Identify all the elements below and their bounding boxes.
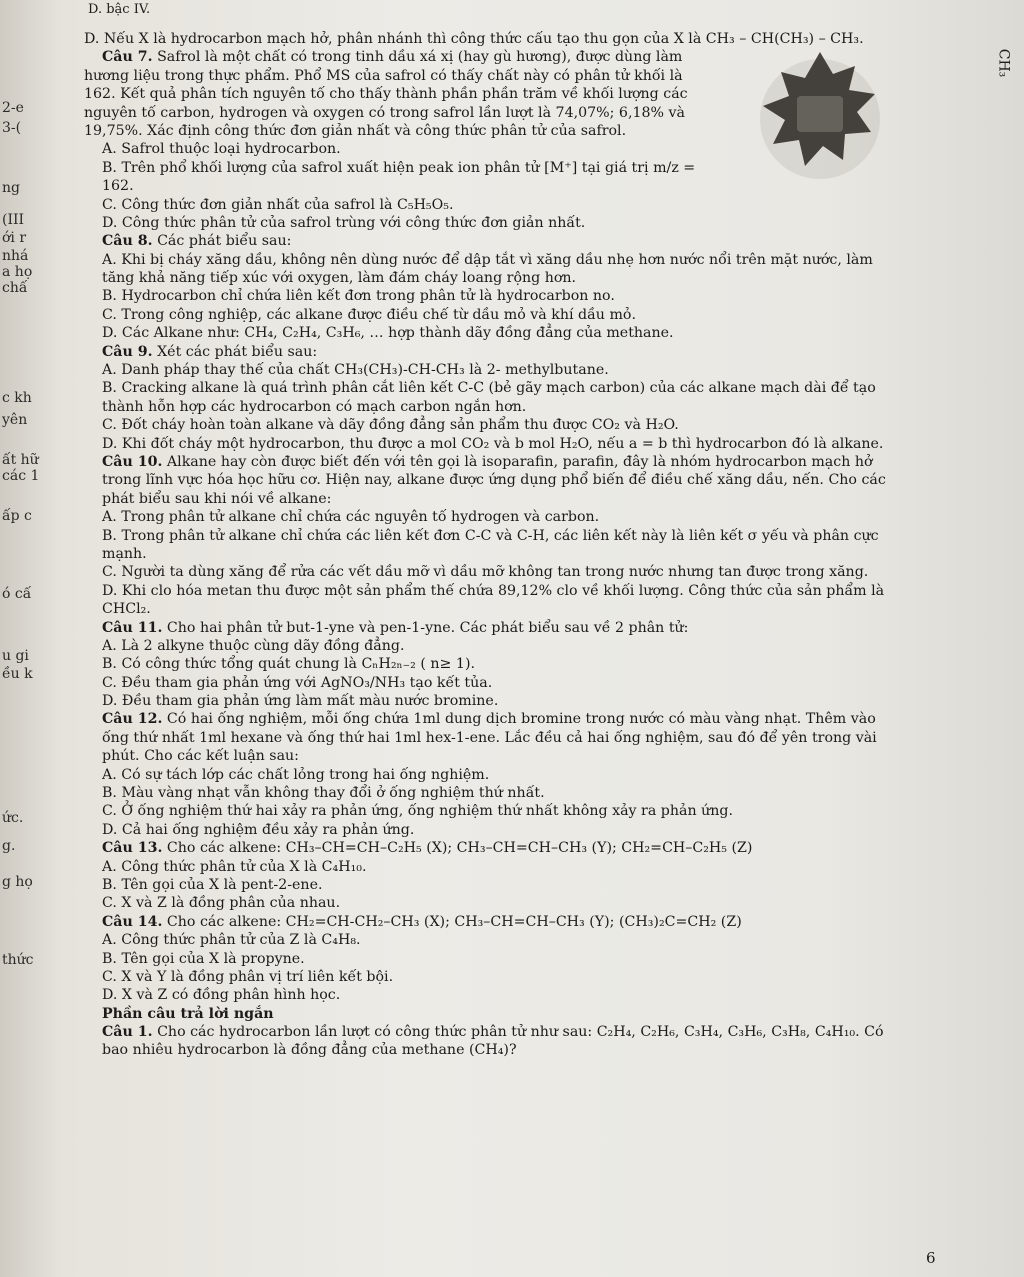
- question-number: Câu 10.: [102, 453, 163, 470]
- page-number: 6: [926, 1249, 936, 1267]
- text-line: nguyên tố carbon, hydrogen và oxygen có trong safrol lần lượt là 74,07%; 6,18% và: [84, 104, 685, 121]
- text-line: Câu 1. Cho các hydrocarbon lần lượt có công thức phân tử như sau: C₂H₄, C₂H₆, C₃H₄, C₃H₆, C₃H₈, C₄H₁₀. Có: [102, 1024, 884, 1041]
- text-line: [84, 1097, 924, 1115]
- text-line: A. Danh pháp thay thế của chất CH₃(CH₃)-CH-CH₃ là 2- methylbutane.: [102, 362, 609, 379]
- text-line: C. Ở ống nghiệm thứ hai xảy ra phản ứng, ống nghiệm thứ nhất không xảy ra phản ứng.: [102, 803, 733, 820]
- text-line: A. Là 2 alkyne thuộc cùng dãy đồng đẳng.: [102, 637, 405, 654]
- question-number: Câu 1.: [102, 1024, 153, 1041]
- text-line: A. Có sự tách lớp các chất lỏng trong hai ống nghiệm.: [102, 766, 490, 783]
- text-line: 162. Kết quả phân tích nguyên tố cho thấy thành phần phần trăm về khối lượng các: [84, 86, 688, 103]
- text-line: Câu 13. Cho các alkene: CH₃–CH=CH–C₂H₅ (X); CH₃–CH=CH–CH₃ (Y); CH₂=CH–C₂H₅ (Z): [102, 840, 753, 857]
- text-line: C. Đều tham gia phản ứng với AgNO₃/NH₃ tạo kết tủa.: [102, 674, 493, 691]
- text-line: [84, 1005, 924, 1023]
- text-line: trong lĩnh vực hóa học hữu cơ. Hiện nay, alkane được ứng dụng phổ biến để điều chế xăng dầu, nến. Cho các: [102, 472, 886, 489]
- text-line: D. Khi đốt cháy một hydrocarbon, thu được a mol CO₂ và b mol H₂O, nếu a = b thì hydrocarbon đó là alkane.: [102, 435, 884, 452]
- document-body: [84, 30, 924, 1207]
- text-line: D. Công thức phân tử của safrol trùng với công thức đơn giản nhất.: [102, 214, 586, 231]
- text-line: thành hỗn hợp các hydrocarbon có mạch carbon ngắn hơn.: [102, 398, 527, 415]
- text-line: C. Đốt cháy hoàn toàn alkane và dãy đồng đẳng sản phẩm thu được CO₂ và H₂O.: [102, 417, 679, 434]
- text-line: B. Hydrocarbon chỉ chứa liên kết đơn trong phân tử là hydrocarbon no.: [102, 288, 615, 305]
- text-line: phút. Cho các kết luận sau:: [102, 748, 299, 765]
- text-line: Câu 14. Cho các alkene: CH₂=CH-CH₂–CH₃ (X); CH₃–CH=CH–CH₃ (Y); (CH₃)₂C=CH₂ (Z): [102, 913, 742, 930]
- text-line: ống thứ nhất 1ml hexane và ống thứ hai 1ml hex-1-ene. Lắc đều cả hai ống nghiệm, sau đó để yên trong vài: [102, 729, 877, 746]
- text-line: C. Người ta dùng xăng để rửa các vết dầu mỡ vì dầu mỡ không tan trong nước nhưng tan được trong xăng.: [102, 564, 869, 581]
- question-number: Câu 8.: [102, 233, 153, 250]
- question-number: Câu 9.: [102, 343, 153, 360]
- text-line: [84, 1189, 924, 1207]
- text-line: D. Cả hai ống nghiệm đều xảy ra phản ứng.: [102, 821, 415, 838]
- question-number: Câu 13.: [102, 840, 163, 857]
- text-line: hương liệu trong thực phẩm. Phổ MS của safrol có thấy chất này có phân tử khối là: [84, 67, 683, 84]
- top-cut-text: D. bậc IV.: [88, 2, 151, 17]
- question-number: Câu 11.: [102, 619, 163, 636]
- text-line: B. Trên phổ khối lượng của safrol xuất hiện peak ion phân tử [M⁺] tại giá trị m/z =: [102, 159, 696, 176]
- text-line: 162.: [102, 178, 134, 195]
- text-line: [84, 1078, 924, 1096]
- text-line: B. Trong phân tử alkane chỉ chứa các liên kết đơn C-C và C-H, các liên kết này là liên kết σ yếu và phân cực: [102, 527, 879, 544]
- text-line: [84, 1060, 924, 1078]
- text-line: tăng khả năng tiếp xúc với oxygen, làm đám cháy loang rộng hơn.: [102, 270, 577, 287]
- text-line: [84, 1170, 924, 1188]
- text-line: [84, 1133, 924, 1151]
- text-line: A. Công thức phân tử của Z là C₄H₈.: [102, 932, 361, 949]
- text-line: Câu 9. Xét các phát biểu sau:: [102, 343, 318, 360]
- text-line: D. X và Z có đồng phân hình học.: [102, 987, 341, 1004]
- document-page: D. bậc IV. CH₃ 2-e 3-( ng (III ới r nhá a họ chấ c kh yên ất hữ các 1 ấp c ó cấ u gi ều k ức. g. g họ thức D. Nếu X là hydrocarbon mạch hở, phân nhánh thì công thức cấu tạo thu gọn của X là CH₃ – CH(CH₃) – CH₃. Câu 7. Safrol là một chất có trong tinh dầu xá xị (hay gù hương), được dùng làm hương liệu trong thực phẩm. Phổ MS của safrol có thấy chất này có phân tử khối là 162. Kết quả phân tích nguyên tố cho thấy thành phần phần trăm về khối lượng các nguyên tố carbon, hydrogen và oxygen có trong safrol lần lượt là 74,07%; 6,18% và 19,75%. Xác định công thức đơn giản nhất và công thức phân tử của safrol. A. Safrol thuộc loại hydrocarbon. B. Trên phổ khối lượng của safrol xuất hiện peak ion phân tử [M⁺] tại giá trị m/z = 162. C. Công thức đơn giản nhất của safrol là C₅H₅O₅. D. Công thức phân tử của safrol trùng với công thức đơn giản nhất. Câu 8. Các phát biểu sau: A. Khi bị cháy xăng dầu, không nên dùng nước để dập tắt vì xăng dầu nhẹ hơn nước nổi trên mặt nước, làm tăng khả năng tiếp xúc với oxygen, làm đám cháy loang rộng hơn. B. Hydrocarbon chỉ chứa liên kết đơn trong phân tử là hydrocarbon no. C. Trong công nghiệp, các alkane được điều chế từ dầu mỏ và khí dầu mỏ. D. Các Alkane như: CH₄, C₂H₄, C₃H₆, … hợp thành dãy đồng đẳng của methane. Câu 9. Xét các phát biểu sau: A. Danh pháp thay thế của chất CH₃(CH₃)-CH-CH₃ là 2- methylbutane. B. Cracking alkane là quá trình phân cắt liên kết C-C (bẻ gãy mạch carbon) của các alkane mạch dài để tạo thành hỗn hợp các hydrocarbon có mạch carbon ngắn hơn. C. Đốt cháy hoàn toàn alkane và dãy đồng đẳng sản phẩm thu được CO₂ và H₂O. D. Khi đốt cháy một hydrocarbon, thu được a mol CO₂ và b mol H₂O, nếu a = b thì hydrocarbon đó là alkane. Câu 10. Alkane hay còn được biết đến với tên gọi là isoparafin, parafin, đây là nhóm hydrocarbon mạch hở trong lĩnh vực hóa học hữu cơ. Hiện nay, alkane được ứng dụng phổ biến để điều chế xăng dầu, nến. Cho các phát biểu sau khi nói về alkane: A. Trong phân tử alkane chỉ chứa các nguyên tố hydrogen và carbon. B. Trong phân tử alkane chỉ chứa các liên kết đơn C-C và C-H, các liên kết này là liên kết σ yếu và phân cực mạnh. C. Người ta dùng xăng để rửa các vết dầu mỡ vì dầu mỡ không tan trong nước nhưng tan được trong xăng. D. Khi clo hóa metan thu được một sản phẩm thế chứa 89,12% clo về khối lượng. Công thức của sản phẩm là CHCl₂. Câu 11. Cho hai phân tử but-1-yne và pen-1-yne. Các phát biểu sau về 2 phân tử: A. Là 2 alkyne thuộc cùng dãy đồng đẳng. B. Có công thức tổng quát chung là CₙH₂ₙ₋₂ ( n≥ 1). C. Đều tham gia phản ứng với AgNO₃/NH₃ tạo kết tủa. D. Đều tham gia phản ứng làm mất màu nước bromine. Câu 12. Có hai ống nghiệm, mỗi ống chứa 1ml dung dịch bromine trong nước có màu vàng nhạt. Thêm vào ống thứ nhất 1ml hexane và ống thứ hai 1ml hex-1-ene. Lắc đều cả hai ống nghiệm, sau đó để yên trong vài phút. Cho các kết luận sau: A. Có sự tách lớp các chất lỏng trong hai ống nghiệm. B. Màu vàng nhạt vẫn không thay đổi ở ống nghiệm thứ nhất. C. Ở ống nghiệm thứ hai xảy ra phản ứng, ống nghiệm thứ nhất không xảy ra phản ứng. D. Cả hai ống nghiệm đều xảy ra phản ứng. Câu 13. Cho các alkene: CH₃–CH=CH–C₂H₅ (X); CH₃–CH=CH–CH₃ (Y); CH₂=CH–C₂H₅ (Z) A. Công thức phân tử của X là C₄H₁₀. B. Tên gọi của X là pent-2-ene. C. X và Z là đồng phân của nhau. Câu 14. Cho các alkene: CH₂=CH-CH₂–CH₃ (X); CH₃–CH=CH–CH₃ (Y); (CH₃)₂C=CH₂ (Z) A. Công thức phân tử của Z là C₄H₈. B. Tên gọi của X là propyne. C. X và Y là đồng phân vị trí liên kết bội. D. X và Z có đồng phân hình học. Phần câu trả lời ngắn Câu 1. Cho các hydrocarbon lần lượt có công thức phân tử như sau: C₂H₄, C₂H₆, C₃H₄, C₃H₆, C₃H₈, C₄H₁₀. Có bao nhiêu hydrocarbon là đồng đẳng của methane (CH₄)? 6: [0, 0, 1024, 1277]
- text-line: A. Trong phân tử alkane chỉ chứa các nguyên tố hydrogen và carbon.: [102, 509, 600, 526]
- text-line: A. Khi bị cháy xăng dầu, không nên dùng nước để dập tắt vì xăng dầu nhẹ hơn nước nổi trên mặt nước, làm: [102, 251, 873, 268]
- text-line: C. X và Z là đồng phân của nhau.: [102, 895, 341, 912]
- text-line: B. Tên gọi của X là pent-2-ene.: [102, 876, 323, 893]
- text-line: Câu 8. Các phát biểu sau:: [102, 233, 292, 250]
- text-line: D. Các Alkane như: CH₄, C₂H₄, C₃H₆, … hợp thành dãy đồng đẳng của methane.: [102, 325, 674, 342]
- text-line: B. Cracking alkane là quá trình phân cắt liên kết C-C (bẻ gãy mạch carbon) của các alkane mạch dài để tạo: [102, 380, 876, 397]
- text-line: Câu 11. Cho hai phân tử but-1-yne và pen-1-yne. Các phát biểu sau về 2 phân tử:: [102, 619, 689, 636]
- text-line: C. Trong công nghiệp, các alkane được điều chế từ dầu mỏ và khí dầu mỏ.: [102, 306, 636, 323]
- question-number: Phần câu trả lời ngắn: [102, 1005, 274, 1022]
- text-line: B. Có công thức tổng quát chung là CₙH₂ₙ₋₂ ( n≥ 1).: [102, 656, 475, 673]
- text-line: A. Công thức phân tử của X là C₄H₁₀.: [102, 858, 367, 875]
- text-line: [84, 1152, 924, 1170]
- text-line: D. Đều tham gia phản ứng làm mất màu nước bromine.: [102, 693, 499, 710]
- text-line: D. Nếu X là hydrocarbon mạch hở, phân nhánh thì công thức cấu tạo thu gọn của X là CH₃ – CH(CH₃) – CH₃.: [84, 31, 864, 47]
- right-margin-cut-text: CH₃: [995, 48, 1012, 78]
- text-line: phát biểu sau khi nói về alkane:: [102, 490, 332, 507]
- text-line: [84, 1115, 924, 1133]
- text-line: D. Khi clo hóa metan thu được một sản phẩm thế chứa 89,12% clo về khối lượng. Công thức của sản phẩm là: [102, 582, 885, 599]
- text-line: B. Tên gọi của X là propyne.: [102, 950, 305, 967]
- text-line: Câu 10. Alkane hay còn được biết đến với tên gọi là isoparafin, parafin, đây là nhóm hydrocarbon mạch hở: [102, 453, 873, 470]
- text-line: B. Màu vàng nhạt vẫn không thay đổi ở ống nghiệm thứ nhất.: [102, 785, 545, 802]
- text-line: Câu 7. Safrol là một chất có trong tinh dầu xá xị (hay gù hương), được dùng làm: [102, 49, 683, 66]
- text-line: mạnh.: [102, 545, 147, 562]
- text-line: C. Công thức đơn giản nhất của safrol là C₅H₅O₅.: [102, 196, 454, 213]
- question-number: Câu 14.: [102, 913, 163, 930]
- text-line: C. X và Y là đồng phân vị trí liên kết bội.: [102, 968, 394, 985]
- text-line: 19,75%. Xác định công thức đơn giản nhất và công thức phân tử của safrol.: [84, 122, 627, 139]
- text-line: Câu 12. Có hai ống nghiệm, mỗi ống chứa 1ml dung dịch bromine trong nước có màu vàng nhạt. Thêm vào: [102, 711, 876, 728]
- question-number: Câu 7.: [102, 49, 153, 66]
- question-number: Câu 12.: [102, 711, 163, 728]
- text-line: A. Safrol thuộc loại hydrocarbon.: [102, 141, 341, 158]
- text-line: bao nhiêu hydrocarbon là đồng đẳng của methane (CH₄)?: [102, 1042, 517, 1059]
- text-line: CHCl₂.: [102, 601, 151, 618]
